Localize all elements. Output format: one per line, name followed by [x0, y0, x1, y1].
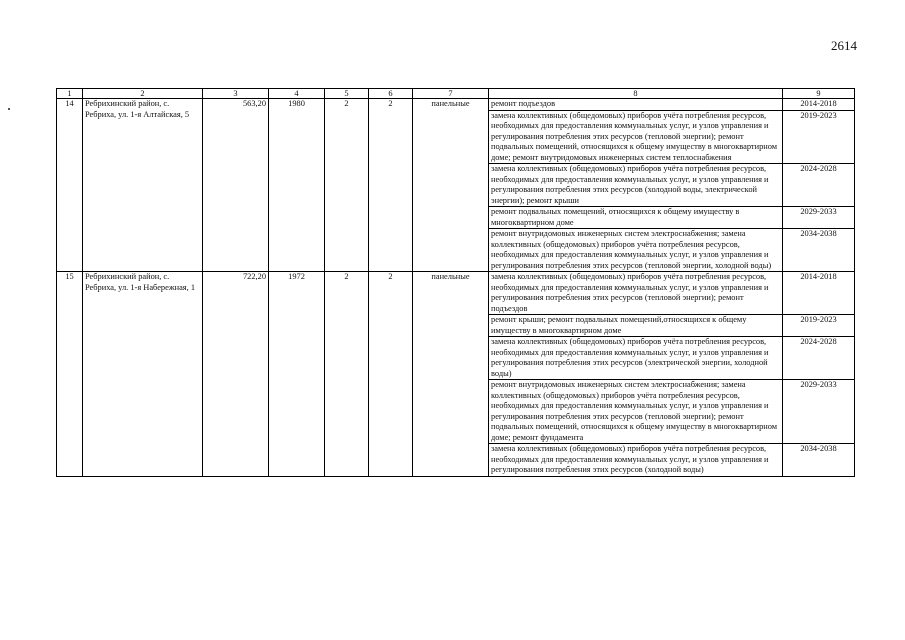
page-number: 2614 [831, 38, 857, 53]
work-period: 2019-2023 [783, 110, 855, 164]
house-wall-material: панельные [413, 272, 489, 477]
house-number: 15 [57, 272, 83, 477]
table-row [57, 99, 855, 111]
work-description: замена коллективных (общедомовых) приборов учёта потребления ресурсов, необходимых для предоставления коммунальных услуг, и узлов управления и регулирования потребления этих ресурсов (тепловой энергии); ремонт подвальных помещений, относящихся к общему имуществу в многоквартирном доме; ремонт внутридомовых инженерных систем теплоснабжения [489, 110, 783, 164]
house-address: Ребрихинский район, с. Ребриха, ул. 1-я Набережная, 1 [83, 272, 203, 477]
work-description: ремонт подвальных помещений, относящихся к общему имуществу в многоквартирном доме [489, 207, 783, 229]
column-number-row [57, 89, 855, 99]
margin-mark [8, 108, 10, 110]
house-number: 14 [57, 99, 83, 272]
work-description: ремонт внутридомовых инженерных систем электроснабжения; замена коллективных (общедомовых) приборов учёта потребления ресурсов, необходимых для предоставления коммунальных услуг, и узлов управления и регулирования потребления этих ресурсов (тепловой энергии); ремонт подвальных помещений, относящихся к общему имуществу в многоквартирном доме; ремонт фундамента [489, 380, 783, 444]
column-header: 3 [203, 89, 269, 99]
column-header: 5 [325, 89, 369, 99]
repair-schedule-table [56, 88, 855, 477]
house-col5: 2 [325, 272, 369, 477]
work-period: 2024-2028 [783, 164, 855, 207]
work-period: 2014-2018 [783, 99, 855, 111]
work-period: 2029-2033 [783, 207, 855, 229]
house-year: 1980 [269, 99, 325, 272]
column-header: 2 [83, 89, 203, 99]
house-address: Ребрихинский район, с. Ребриха, ул. 1-я Алтайская, 5 [83, 99, 203, 272]
house-area: 722,20 [203, 272, 269, 477]
work-description: замена коллективных (общедомовых) приборов учёта потребления ресурсов, необходимых для предоставления коммунальных услуг, и узлов управления и регулирования потребления этих ресурсов (холодной воды, электрической энергии); ремонт крыши [489, 164, 783, 207]
column-header: 9 [783, 89, 855, 99]
work-description: замена коллективных (общедомовых) приборов учёта потребления ресурсов, необходимых для предоставления коммунальных услуг, и узлов управления и регулирования потребления этих ресурсов (тепловой энергии); ремонт подъездов [489, 272, 783, 315]
work-description: замена коллективных (общедомовых) приборов учёта потребления ресурсов, необходимых для предоставления коммунальных услуг, и узлов управления и регулирования потребления этих ресурсов (электрической энергии, холодной воды) [489, 337, 783, 380]
column-header: 7 [413, 89, 489, 99]
work-description: ремонт крыши; ремонт подвальных помещений,относящихся к общему имуществу в многоквартирном доме [489, 315, 783, 337]
column-header: 4 [269, 89, 325, 99]
house-col6: 2 [369, 99, 413, 272]
work-period: 2034-2038 [783, 444, 855, 477]
work-description: ремонт подъездов [489, 99, 783, 111]
work-period: 2019-2023 [783, 315, 855, 337]
column-header: 8 [489, 89, 783, 99]
work-description: ремонт внутридомовых инженерных систем электроснабжения; замена коллективных (общедомовых) приборов учёта потребления ресурсов, необходимых для предоставления коммунальных услуг, и узлов управления и регулирования потребления этих ресурсов (тепловой энергии, холодной воды) [489, 229, 783, 272]
house-col6: 2 [369, 272, 413, 477]
house-year: 1972 [269, 272, 325, 477]
house-col5: 2 [325, 99, 369, 272]
column-header: 6 [369, 89, 413, 99]
work-period: 2024-2028 [783, 337, 855, 380]
work-period: 2034-2038 [783, 229, 855, 272]
house-wall-material: панельные [413, 99, 489, 272]
house-area: 563,20 [203, 99, 269, 272]
work-period: 2014-2018 [783, 272, 855, 315]
column-header: 1 [57, 89, 83, 99]
work-period: 2029-2033 [783, 380, 855, 444]
work-description: замена коллективных (общедомовых) приборов учёта потребления ресурсов, необходимых для предоставления коммунальных услуг, и узлов управления и регулирования потребления этих ресурсов (холодной воды) [489, 444, 783, 477]
table-row [57, 272, 855, 315]
